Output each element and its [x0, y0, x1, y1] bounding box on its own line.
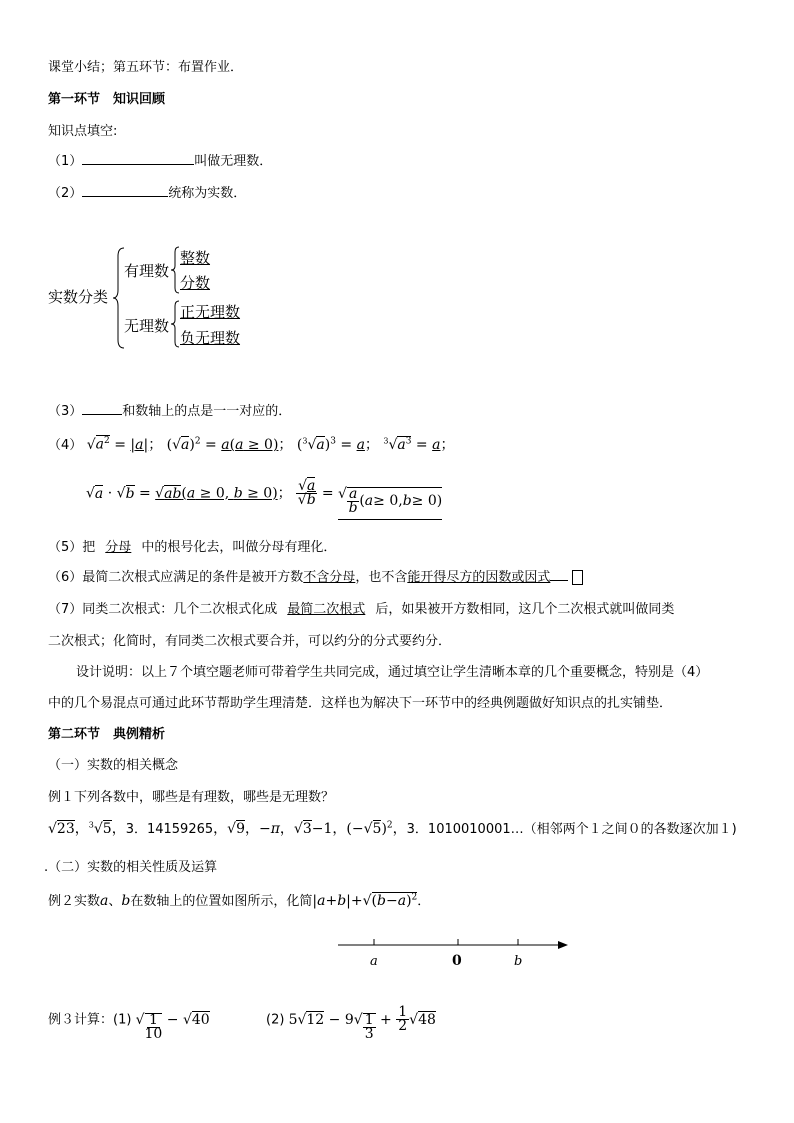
class-root: 实数分类: [48, 288, 109, 306]
tick-label-zero: 0: [452, 953, 462, 969]
class-negative-irrational: 负无理数: [180, 329, 241, 347]
formula-cube-root-a-cubed: $^3√a^3 = a$: [383, 436, 441, 453]
arrow-icon: [558, 941, 568, 949]
item-num: （6）: [48, 570, 83, 585]
fill-heading: 知识点填空:: [48, 124, 118, 139]
number-line: [336, 932, 572, 972]
item-num: （1）: [48, 154, 83, 169]
part-label: (2): [266, 1012, 285, 1028]
item-num: （3）: [48, 404, 83, 419]
example-3: [48, 1006, 436, 1041]
design-note-line-1: 设计说明：以上７个填空题老师可带着学生共同完成，通过填空让学生清晰本章的几个重要概念，特别是（4）: [76, 665, 709, 680]
section-title-examples: 第二环节 典例精析: [48, 727, 166, 742]
class-irrational: 无理数: [124, 317, 170, 335]
placeholder-box-icon: [572, 570, 583, 585]
item-text: ，也不含: [355, 570, 408, 585]
decimal-number: 3．1010010001…（相邻两个１之间０的各数逐次加１): [406, 822, 737, 837]
class-rational: 有理数: [124, 262, 170, 280]
item-4-line-1: （4） $√a^2 = |a|$； $(√a)^2 = a(a \ge 0)$； $(^3√a)^3 = a$； $^3√a^3 = a$；: [48, 436, 455, 453]
example-1: 例１下列各数中，哪些是有理数，哪些是无理数？: [48, 790, 335, 805]
intro-line: 课堂小结；第五环节：布置作业．: [48, 60, 244, 75]
formula-sqrt-a-squared: $√a^2 = |a|$: [86, 436, 149, 453]
section-title-review: 第一环节 知识回顾: [48, 92, 166, 107]
tick-label-b: b: [514, 954, 523, 969]
rational-brace-icon: [170, 246, 180, 294]
irrational-brace-icon: [170, 300, 180, 348]
answer-fill: 分母: [105, 540, 132, 555]
example-2: 例２实数a、b在数轴上的位置如图所示，化简$|a+b|+√(b-a)^2$．: [48, 892, 431, 909]
item-text: 最简二次根式应满足的条件是被开方数: [82, 570, 304, 585]
item-text: 中的根号化去，叫做分母有理化．: [141, 540, 337, 555]
item-text: 例３计算：: [48, 1012, 114, 1028]
item-num: （2）: [48, 186, 83, 201]
item-7: [48, 598, 674, 617]
item-4-line-2: √a · √b = √ab(a ≥ 0, b ≥ 0)； $\frac{√a}{√b}$ = √ $\frac{a}{b}$ ( a ≥ 0, b ≥ 0): [86, 480, 442, 520]
class-positive-irrational: 正无理数: [180, 303, 241, 321]
item-text: 统称为实数．: [168, 186, 247, 201]
item-num: （5）: [48, 540, 83, 555]
item-3: [48, 400, 291, 419]
item-5: [48, 536, 336, 555]
item-1: [48, 150, 272, 169]
class-fraction: 分数: [180, 274, 211, 292]
example-1-numbers: √23，$^3$√5，3．14159265，√9，−π，√3−1，$(-√5)^2$，3．1010010001…（相邻两个１之间０的各数逐次加１): [48, 820, 737, 837]
design-note-line-2: 中的几个易混点可通过此环节帮助学生理清楚．这样也为解决下一环节中的经典例题做好知识点的扎实铺垫．: [48, 696, 673, 711]
item-num: （4）: [48, 438, 83, 453]
item-text: 在数轴上的位置如图所示，化简: [130, 894, 313, 909]
expression-1: √ $\frac{1}{10}$ − √40: [135, 1011, 210, 1042]
item-text: 把: [82, 540, 96, 555]
formula-quotient-left: $\frac{√a}{√b}$: [297, 478, 316, 508]
formula-quotient-right: √ $\frac{a}{b}$ ( a ≥ 0, b ≥ 0): [338, 486, 442, 520]
item-text: 叫做无理数．: [194, 154, 273, 169]
expression-2: 5√12 − 9√ $\frac{1}{3}$ + $\frac{1}{2}$ √48: [288, 1004, 436, 1042]
tick-label-a: a: [370, 954, 378, 969]
answer-blank: [82, 182, 168, 197]
item-num: （7）: [48, 602, 83, 617]
class-integer: 整数: [180, 249, 211, 267]
item-text: 后，如果被开方数相同，这几个二次根式就叫做同类: [375, 602, 675, 617]
underlined-text: 能开得尽方的因数或因式: [407, 570, 551, 585]
formula-cube-root-cubed: $(^3√a)^3 = a$: [296, 436, 365, 453]
part-label: (1): [113, 1012, 132, 1028]
answer-blank: [550, 566, 568, 581]
item-text: 和数轴上的点是一一对应的．: [122, 404, 292, 419]
decimal-number: 3．14159265: [125, 822, 214, 837]
answer-blank: [82, 150, 194, 165]
subsection-1: （一）实数的相关概念: [48, 758, 179, 773]
answer-blank: [82, 400, 122, 415]
item-text: 例２实数: [48, 894, 101, 909]
answer-fill: 最简二次根式: [287, 602, 366, 617]
item-2: [48, 182, 246, 201]
item-7-line-2: 二次根式；化简时，有同类二次根式要合并，可以约分的分式要约分．: [48, 634, 452, 649]
formula-sqrt-a-squared-2: $(√a)^2 = a(a \ge 0)$: [166, 436, 279, 453]
item-6: [48, 566, 583, 585]
underlined-text: 不含分母: [303, 570, 356, 585]
formula-product-rule: √a · √b = √ab(a ≥ 0, b ≥ 0): [86, 485, 278, 502]
subsection-2: .（二）实数的相关性质及运算: [44, 860, 218, 875]
item-text: 同类二次根式：几个二次根式化成: [82, 602, 278, 617]
